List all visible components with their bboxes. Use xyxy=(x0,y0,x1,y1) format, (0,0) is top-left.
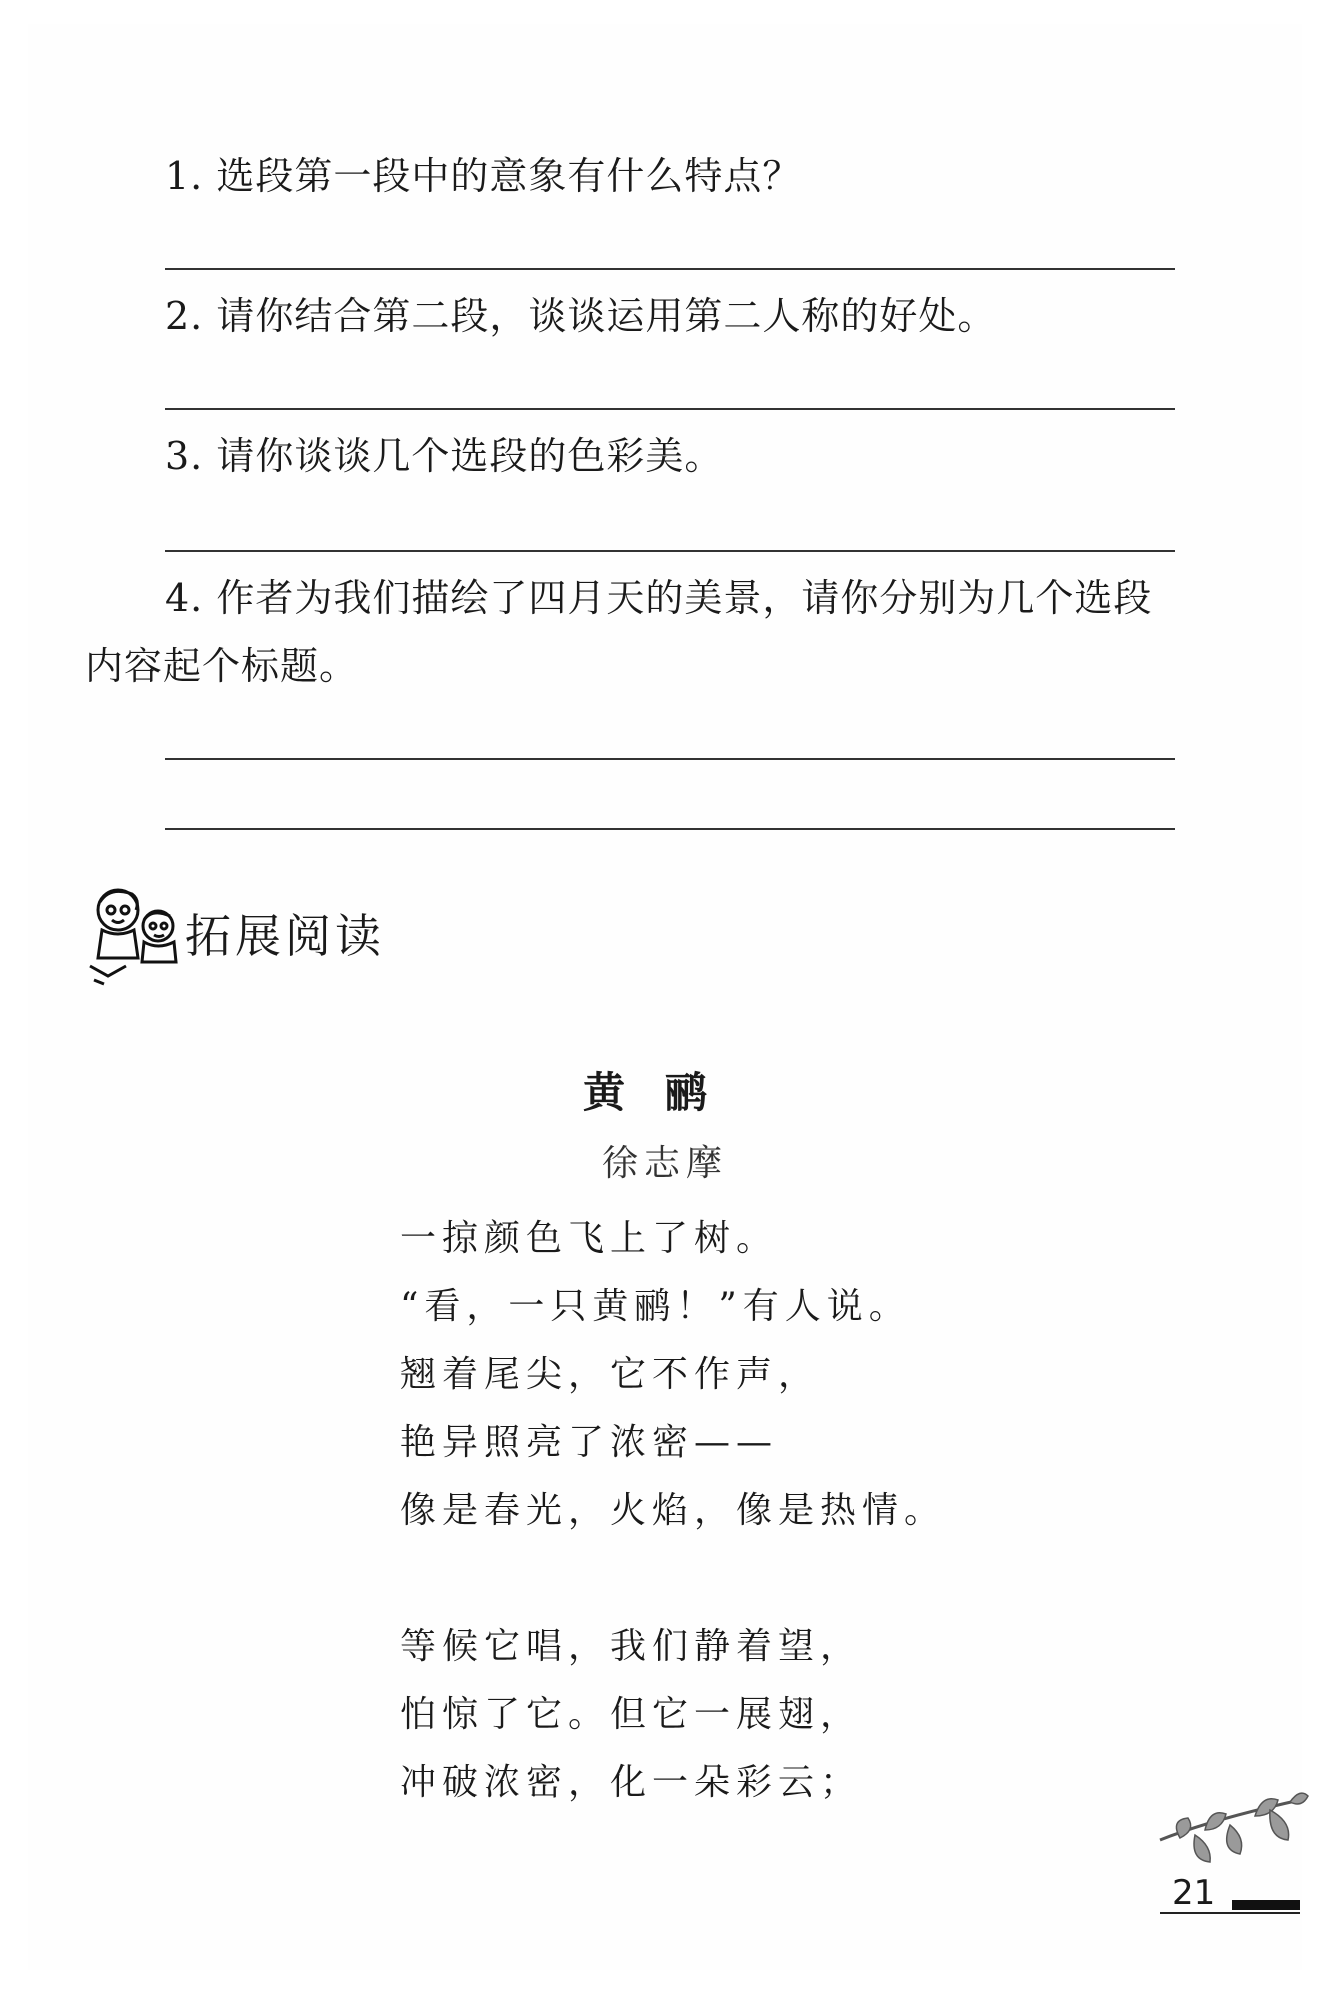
question-4: 4. 作者为我们描绘了四月天的美景，请你分别为几个选段 xyxy=(165,576,1153,620)
poem-line: 翘着尾尖，它不作声， xyxy=(400,1354,821,1395)
question-1: 1. 选段第一段中的意象有什么特点？ xyxy=(165,154,802,198)
page-number-rule xyxy=(1160,1912,1300,1914)
answer-line[interactable] xyxy=(165,828,1175,830)
poem-line: 像是春光，火焰，像是热情。 xyxy=(400,1490,947,1531)
poem-line: 等候它唱，我们静着望， xyxy=(400,1626,863,1667)
section-title: 拓展阅读 xyxy=(185,909,385,963)
poem-line: 艳异照亮了浓密—— xyxy=(400,1422,779,1463)
poem-line: 冲破浓密，化一朵彩云； xyxy=(400,1762,863,1803)
page-number: 21 xyxy=(1172,1873,1216,1913)
answer-line[interactable] xyxy=(165,550,1175,552)
poem-author: 徐志摩 xyxy=(601,1143,728,1184)
answer-line[interactable] xyxy=(165,408,1175,410)
poem-line: 一掠颜色飞上了树。 xyxy=(400,1218,779,1259)
poem-title: 黄鹂 xyxy=(582,1068,747,1117)
page-number-bar xyxy=(1232,1900,1300,1910)
answer-line[interactable] xyxy=(165,268,1175,270)
reading-kids-icon xyxy=(80,880,190,990)
question-3: 3. 请你谈谈几个选段的色彩美。 xyxy=(165,434,724,478)
poem-line: “看，一只黄鹂！”有人说。 xyxy=(400,1286,911,1327)
poem-line: 怕惊了它。但它一展翅， xyxy=(400,1694,863,1735)
section-header xyxy=(80,880,500,990)
question-4-continuation: 内容起个标题。 xyxy=(85,644,359,688)
question-2: 2. 请你结合第二段，谈谈运用第二人称的好处。 xyxy=(165,294,997,338)
answer-line[interactable] xyxy=(165,758,1175,760)
